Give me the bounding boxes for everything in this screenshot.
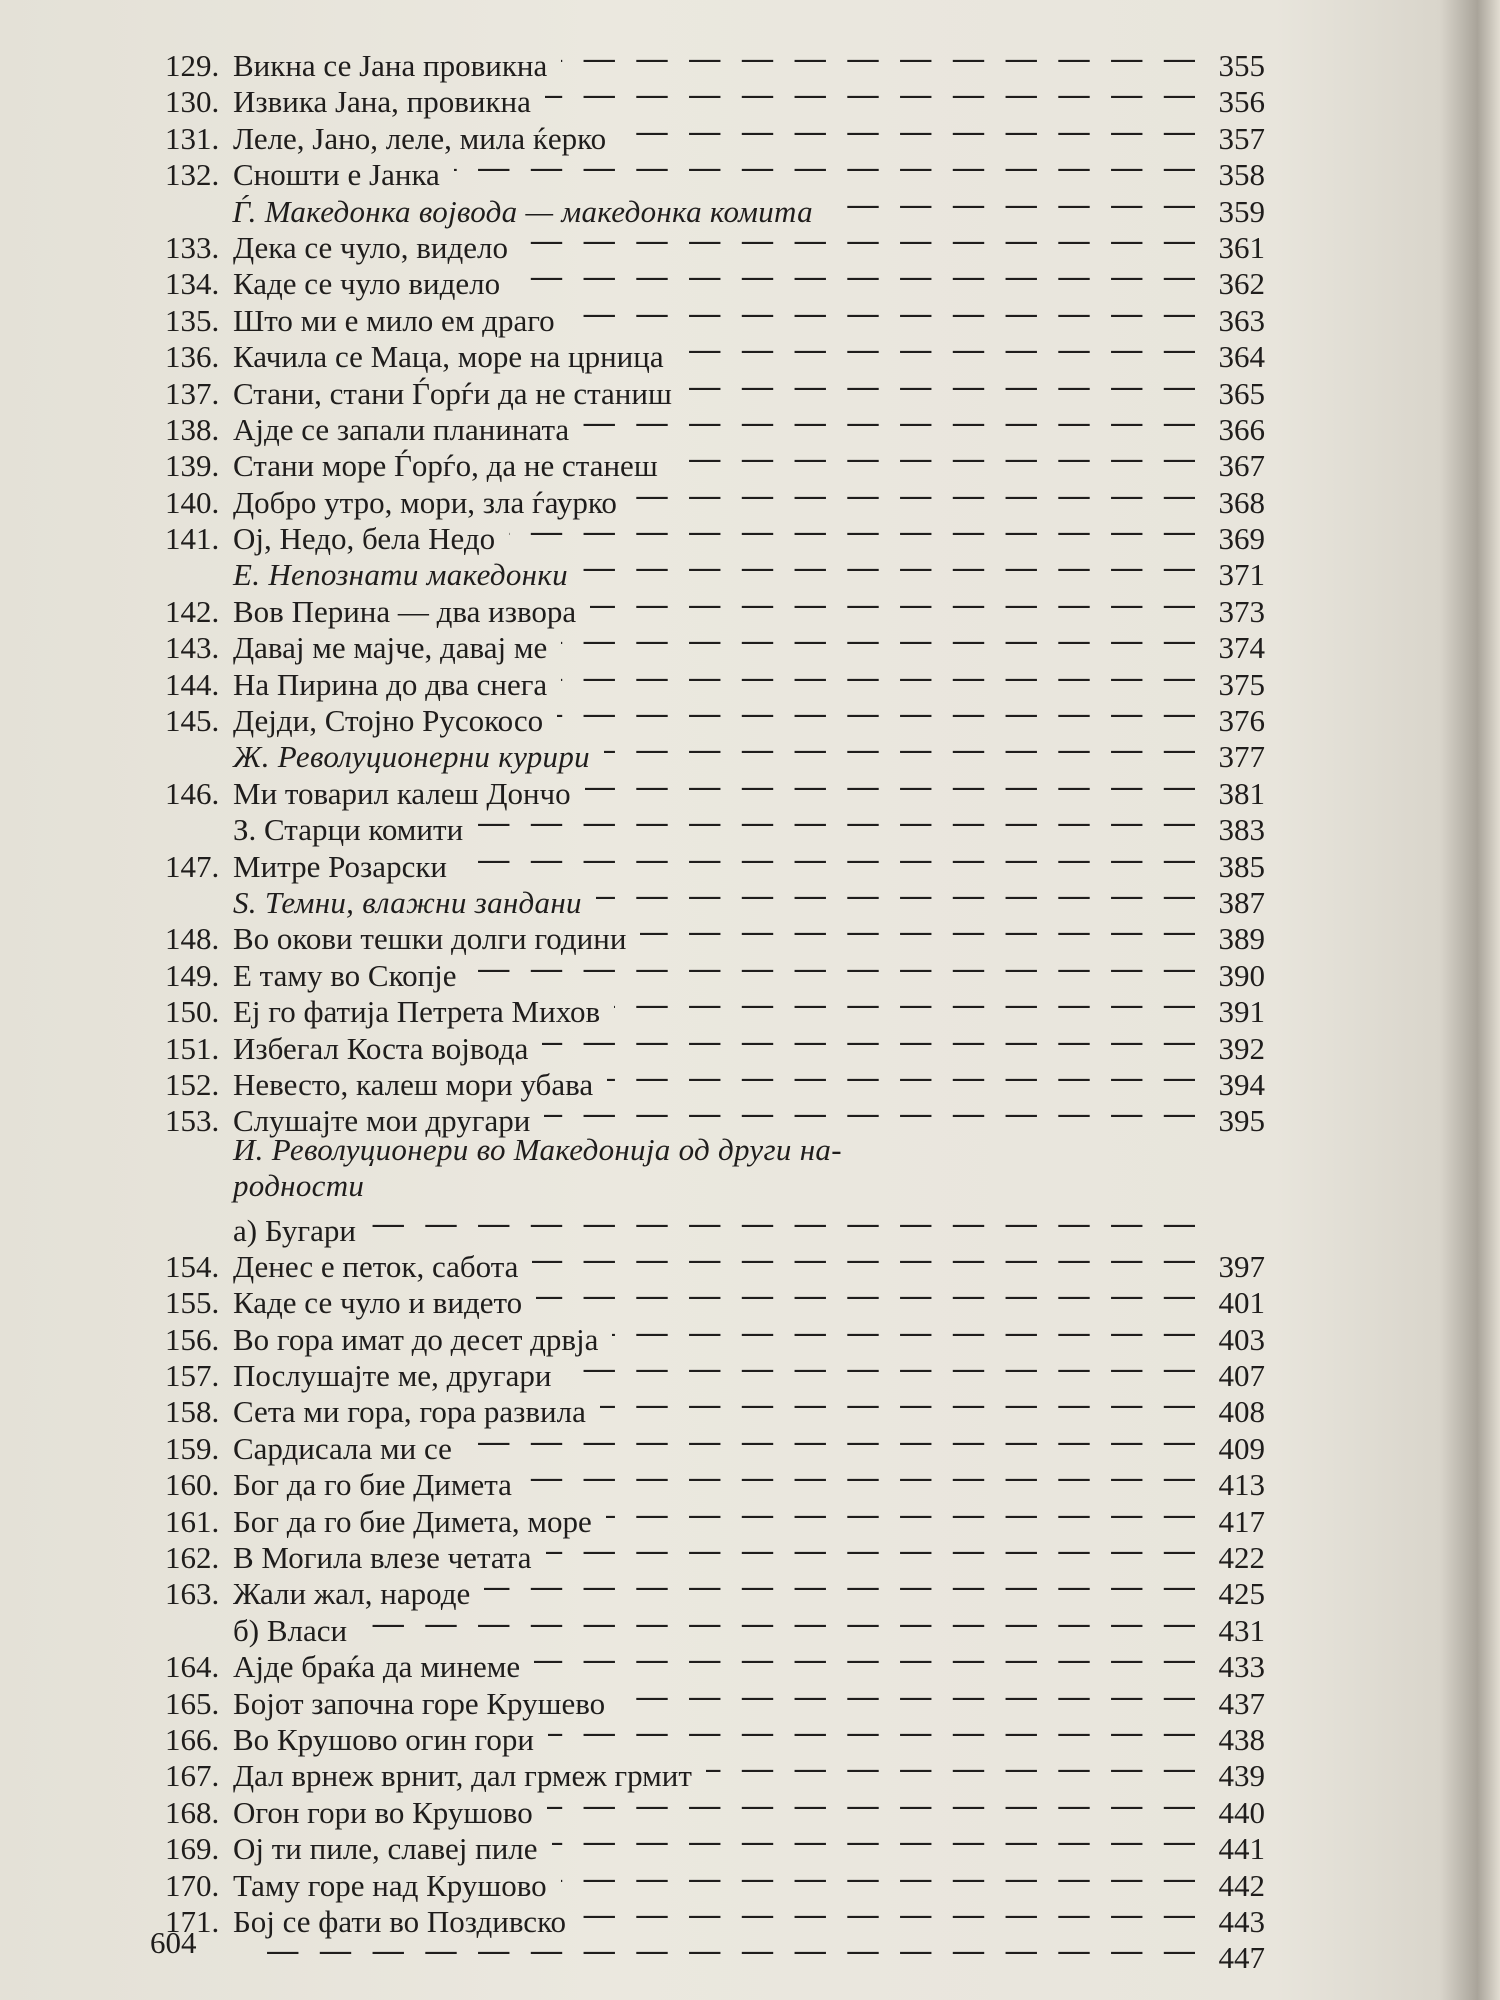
entry-page: 361 (1218, 229, 1265, 265)
dot-leader (706, 1750, 1195, 1786)
entry-page: 376 (1218, 703, 1265, 739)
dot-leader (640, 913, 1195, 949)
entry-title: Дејди, Стојно Русокосо (233, 703, 544, 739)
entry-page: 403 (1218, 1321, 1265, 1357)
entry-title: Бог да го бие Димета (233, 1467, 512, 1503)
entry-page: 389 (1218, 921, 1265, 957)
entry-title: Сардисала ми се (233, 1430, 452, 1466)
dot-leader (614, 986, 1195, 1022)
entry-number: 151. (165, 1030, 220, 1066)
dot-leader (548, 1714, 1195, 1750)
entry-page: 397 (1218, 1248, 1265, 1284)
dot-leader (536, 1277, 1195, 1313)
entry-page: 383 (1218, 812, 1265, 848)
dot-leader (514, 258, 1195, 294)
entry-title: Стани, стани Ѓорѓи да не станиш (233, 375, 672, 411)
dot-leader (509, 513, 1195, 549)
dot-leader (477, 804, 1195, 840)
entry-number: 164. (165, 1649, 220, 1685)
dot-leader (526, 1459, 1195, 1495)
entry-title: Леле, Јано, леле, мила ќерко (233, 120, 607, 156)
dot-leader (561, 659, 1195, 695)
entry-page: 375 (1218, 666, 1265, 702)
entry-page: 373 (1218, 593, 1265, 629)
dot-leader (607, 1059, 1195, 1095)
dot-leader (542, 1023, 1195, 1059)
entry-title: Стани море Ѓорѓо, да не станеш (233, 448, 658, 484)
entry-page: 355 (1218, 48, 1265, 83)
entry-title: Сношти е Јанка (233, 157, 440, 193)
dot-leader (631, 477, 1195, 513)
section-heading: а) Бугари (233, 1212, 356, 1248)
entry-page: 364 (1218, 339, 1265, 375)
section-heading: S. Темни, влажни зандани (233, 884, 582, 920)
entry-page: 367 (1218, 448, 1265, 484)
entry-number: 159. (165, 1430, 220, 1466)
section-heading: Ѓ. Македонка војвода — македонка комита (233, 193, 813, 229)
entry-page: 407 (1218, 1358, 1265, 1394)
entry-number: 169. (165, 1831, 220, 1867)
entry-number: 131. (165, 120, 220, 156)
entry-number: 134. (165, 266, 220, 302)
dot-leader (583, 404, 1195, 440)
dot-leader (580, 1896, 1195, 1932)
entry-number: 168. (165, 1794, 220, 1830)
entry-number: 166. (165, 1721, 220, 1757)
dot-leader (596, 877, 1195, 913)
entry-title: Жали жал, народе (233, 1576, 471, 1612)
entry-number: 145. (165, 703, 220, 739)
entry-page: 371 (1218, 557, 1265, 593)
entry-title: Бојот започна горе Крушево (233, 1685, 606, 1721)
entry-title: Митре Розарски (233, 848, 447, 884)
entry-page: 443 (1218, 1903, 1265, 1939)
entry-page: 431 (1218, 1612, 1265, 1648)
entry-number: 138. (165, 411, 220, 447)
table-of-contents (165, 40, 1265, 1976)
entry-title: Во гора имат до десет дрвја (233, 1321, 599, 1357)
dot-leader (546, 1532, 1195, 1568)
dot-leader (557, 695, 1195, 731)
entry-number: 146. (165, 775, 220, 811)
entry-number: 141. (165, 521, 220, 557)
entry-number: 160. (165, 1467, 220, 1503)
entry-number: 167. (165, 1758, 220, 1794)
dot-leader (561, 1860, 1195, 1896)
entry-title: Е таму во Скопје (233, 957, 457, 993)
entry-number: 132. (165, 157, 220, 193)
dot-leader (585, 768, 1195, 804)
dot-leader (606, 1496, 1195, 1532)
entry-page: 358 (1218, 157, 1265, 193)
entry-number: 142. (165, 593, 220, 629)
entry-number: 163. (165, 1576, 220, 1612)
dot-leader (561, 40, 1195, 76)
entry-title: Во Крушово огин гори (233, 1721, 534, 1757)
page-number: 604 (150, 1925, 197, 1960)
entry-number: 139. (165, 448, 220, 484)
entry-page: 385 (1218, 848, 1265, 884)
entry-number: 158. (165, 1394, 220, 1430)
entry-number: 136. (165, 339, 220, 375)
entry-number: 157. (165, 1358, 220, 1394)
entry-page: 357 (1218, 120, 1265, 156)
entry-page: 362 (1218, 266, 1265, 302)
dot-leader (544, 1095, 1195, 1131)
entry-page: 433 (1218, 1649, 1265, 1685)
entry-page: 391 (1218, 994, 1265, 1030)
entry-title: Ми товарил калеш Дончо (233, 775, 571, 811)
entry-page: 356 (1218, 84, 1265, 120)
entry-number: 133. (165, 229, 220, 265)
entry-title: Викна се Јана провикна (233, 48, 548, 83)
dot-leader (619, 1678, 1195, 1714)
entry-page: 408 (1218, 1394, 1265, 1430)
entry-number: 147. (165, 848, 220, 884)
toc-entry (165, 1132, 1265, 1168)
section-heading: родности (233, 1168, 365, 1204)
dot-leader (552, 1823, 1195, 1859)
dot-leader (534, 1641, 1195, 1677)
entry-page: 365 (1218, 375, 1265, 411)
dot-leader (532, 1241, 1195, 1277)
entry-page: 374 (1218, 630, 1265, 666)
dot-leader (678, 331, 1195, 367)
dot-leader (582, 549, 1195, 585)
toc-entry (165, 1168, 1265, 1204)
dot-leader (612, 1314, 1195, 1350)
dot-leader (461, 841, 1195, 877)
entry-page: 417 (1218, 1503, 1265, 1539)
entry-title: Што ми е мило ем драго (233, 302, 555, 338)
entry-number: 140. (165, 484, 220, 520)
dot-leader (466, 1423, 1195, 1459)
entry-page: 392 (1218, 1030, 1265, 1066)
entry-title: Давај ме мајче, давај ме (233, 630, 548, 666)
entry-title: Качила се Маца, море на црница (233, 339, 664, 375)
entry-title: Бог да го бие Димета, море (233, 1503, 592, 1539)
dot-leader (566, 1350, 1196, 1386)
entry-page: 437 (1218, 1685, 1265, 1721)
entry-page: 381 (1218, 775, 1265, 811)
entry-title: Послушајте ме, другари (233, 1358, 552, 1394)
entry-title: Добро утро, мори, зла ѓаурко (233, 484, 617, 520)
section-heading: Е. Непознати македонки (233, 557, 568, 593)
dot-leader (827, 186, 1195, 222)
dot-leader (561, 622, 1195, 658)
entry-title: Дал врнеж врнит, дал грмеж грмит (233, 1758, 692, 1794)
entry-title: Слушајте мои другари (233, 1103, 531, 1139)
entry-number: 154. (165, 1248, 220, 1284)
entry-page: 390 (1218, 957, 1265, 993)
dot-leader (604, 731, 1195, 767)
entry-number: 150. (165, 994, 220, 1030)
dot-leader (471, 950, 1195, 986)
toc-entry (165, 40, 1265, 83)
entry-number: 155. (165, 1285, 220, 1321)
dot-leader (590, 586, 1195, 622)
entry-page: 438 (1218, 1721, 1265, 1757)
entry-title: Таму горе над Крушово (233, 1867, 547, 1903)
section-heading: Ж. Револуционерни курири (233, 739, 590, 775)
section-heading: З. Старци комити (233, 812, 464, 848)
entry-number: 129. (165, 48, 220, 83)
entry-title: На Пирина до два снега (233, 666, 548, 702)
entry-title: Ој ти пиле, славеј пиле (233, 1831, 538, 1867)
dot-leader (547, 1787, 1195, 1823)
dot-leader (672, 440, 1195, 476)
section-heading: И. Револуционери во Македонија од други на- (233, 1131, 842, 1167)
entry-page: 442 (1218, 1867, 1265, 1903)
toc-entry (165, 1205, 1265, 1248)
dot-leader (370, 1205, 1195, 1241)
entry-page: 447 (1218, 1940, 1265, 1976)
entry-number: 170. (165, 1867, 220, 1903)
entry-title: Каде се чуло и видето (233, 1285, 523, 1321)
dot-leader (361, 1605, 1195, 1641)
toc-entry (165, 1932, 1265, 1976)
entry-number: 156. (165, 1321, 220, 1357)
dot-leader (247, 1932, 1195, 1968)
entry-title: Невесто, калеш мори убава (233, 1066, 594, 1102)
entry-title: Во окови тешки долги години (233, 921, 627, 957)
entry-number: 143. (165, 630, 220, 666)
entry-page: 441 (1218, 1831, 1265, 1867)
dot-leader (600, 1386, 1195, 1422)
entry-page: 366 (1218, 411, 1265, 447)
entry-number: 165. (165, 1685, 220, 1721)
entry-page: 409 (1218, 1430, 1265, 1466)
entry-title: Бој се фати во Поздивско (233, 1903, 567, 1939)
entry-page: 368 (1218, 484, 1265, 520)
entry-number: 153. (165, 1103, 220, 1139)
entry-page: 377 (1218, 739, 1265, 775)
entry-title: Ајде браќа да минеме (233, 1649, 521, 1685)
entry-title: Каде се чуло видело (233, 266, 501, 302)
dot-leader (522, 222, 1195, 258)
entry-page: 401 (1218, 1285, 1265, 1321)
entry-page: 425 (1218, 1576, 1265, 1612)
entry-title: Ајде се запали планината (233, 411, 570, 447)
entry-number: 148. (165, 921, 220, 957)
dot-leader (569, 295, 1195, 331)
entry-title: Огон гори во Крушово (233, 1794, 533, 1830)
entry-page: 422 (1218, 1540, 1265, 1576)
entry-number: 149. (165, 957, 220, 993)
entry-page: 369 (1218, 521, 1265, 557)
section-heading: б) Власи (233, 1612, 348, 1648)
entry-title: Дека се чуло, видело (233, 229, 508, 265)
entry-page: 394 (1218, 1066, 1265, 1102)
entry-number: 152. (165, 1066, 220, 1102)
entry-title: В Могила влезе четата (233, 1540, 532, 1576)
entry-title: Еј го фатија Петрета Михов (233, 994, 601, 1030)
dot-leader (620, 113, 1195, 149)
entry-page: 413 (1218, 1467, 1265, 1503)
entry-number: 130. (165, 84, 220, 120)
entry-number: 162. (165, 1540, 220, 1576)
entry-title: Ој, Недо, бела Недо (233, 521, 496, 557)
entry-number: 137. (165, 375, 220, 411)
entry-title: Избегал Коста војвода (233, 1030, 529, 1066)
entry-title: Сета ми гора, гора развила (233, 1394, 586, 1430)
dot-leader (484, 1568, 1195, 1604)
entry-page: 440 (1218, 1794, 1265, 1830)
entry-page: 387 (1218, 884, 1265, 920)
entry-page: 363 (1218, 302, 1265, 338)
entry-page: 359 (1218, 193, 1265, 229)
entry-title: Извика Јана, провикна (233, 84, 531, 120)
dot-leader (686, 368, 1195, 404)
entry-title: Вов Перина — два извора (233, 593, 577, 629)
entry-number: 144. (165, 666, 220, 702)
entry-title: Денес е петок, сабота (233, 1248, 519, 1284)
entry-number: 161. (165, 1503, 220, 1539)
dot-leader (454, 149, 1195, 185)
entry-page: 395 (1218, 1103, 1265, 1139)
entry-number: 135. (165, 302, 220, 338)
dot-leader (545, 76, 1195, 112)
entry-number: 171. (165, 1903, 220, 1939)
entry-page: 439 (1218, 1758, 1265, 1794)
